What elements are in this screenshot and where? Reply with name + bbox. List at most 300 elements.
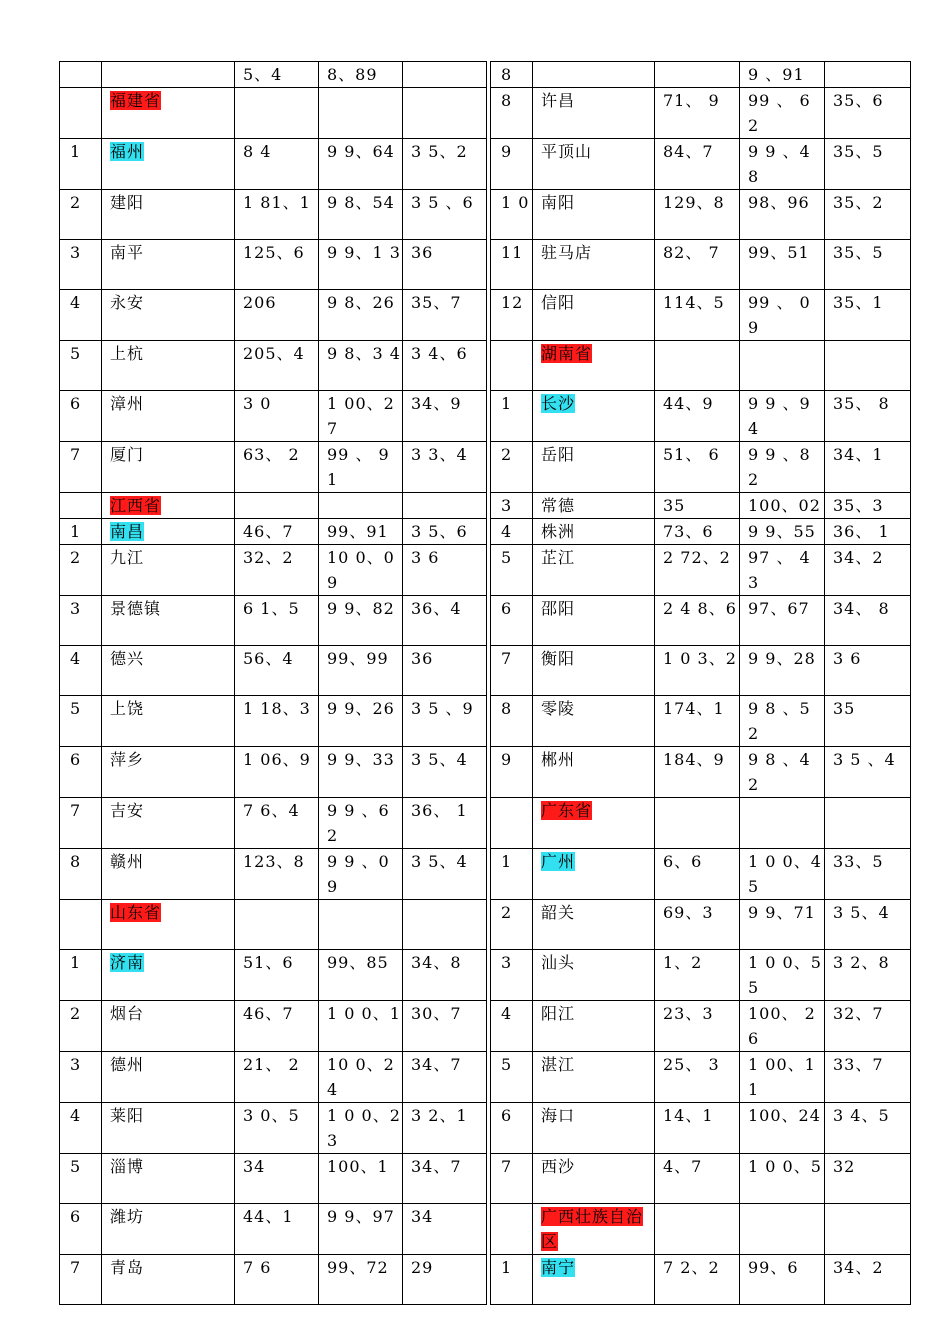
left-c2-text: 1 0 0、1 — [327, 1004, 401, 1023]
left-value-c2-cell — [319, 1204, 403, 1255]
table-row — [60, 1154, 911, 1204]
table-row — [60, 442, 911, 493]
left-value-c2-cell — [319, 1052, 403, 1103]
left-c1-text: 206 — [243, 293, 277, 312]
right-value-c1-cell — [655, 519, 740, 545]
left-name-text: 德州 — [110, 1055, 145, 1074]
right-c3-text: 3 5、4 — [833, 903, 890, 922]
right-value-c1-cell — [655, 1204, 740, 1255]
right-index-cell — [491, 798, 533, 849]
left-name-text: 南平 — [110, 243, 145, 262]
left-c3-text: 3 3、4 — [411, 445, 468, 464]
right-index-cell — [491, 900, 533, 950]
left-index-cell — [60, 900, 102, 950]
right-c1-text: 82、 7 — [663, 243, 720, 262]
right-c3-text: 33、5 — [833, 852, 884, 871]
left-index-cell — [60, 341, 102, 391]
table-row — [60, 290, 911, 341]
left-station-cell — [102, 62, 235, 88]
right-value-c2-cell — [740, 646, 825, 696]
table-row — [60, 519, 911, 545]
right-name-text: 衡阳 — [541, 649, 576, 668]
right-index-cell — [491, 442, 533, 493]
left-c1-text: 1 81、1 — [243, 193, 311, 212]
right-c1-text: 69、3 — [663, 903, 714, 922]
left-no-text: 3 — [70, 243, 82, 262]
right-c2-text: 100、 2 6 — [748, 1004, 816, 1048]
left-station-cell — [102, 391, 235, 442]
left-index-cell — [60, 798, 102, 849]
left-c1-text: 34 — [243, 1157, 266, 1176]
left-index-cell — [60, 190, 102, 240]
right-station-cell — [533, 391, 655, 442]
right-station-cell — [533, 900, 655, 950]
left-no-text: 7 — [70, 801, 82, 820]
right-no-text: 4 — [501, 1004, 513, 1023]
left-no-text: 4 — [70, 1106, 82, 1125]
right-c3-text: 34、1 — [833, 445, 884, 464]
right-index-cell — [491, 950, 533, 1001]
left-name-text: 景德镇 — [110, 599, 162, 618]
left-value-c1-cell — [235, 646, 319, 696]
right-index-cell — [491, 240, 533, 290]
right-value-c1-cell — [655, 1255, 740, 1305]
right-station-cell — [533, 519, 655, 545]
left-value-c3-cell — [403, 646, 487, 696]
right-index-cell — [491, 596, 533, 646]
right-value-c3-cell — [825, 391, 911, 442]
left-index-cell — [60, 596, 102, 646]
table-row — [60, 950, 911, 1001]
left-value-c3-cell — [403, 950, 487, 1001]
left-c3-text: 3 2、1 — [411, 1106, 468, 1125]
left-name-text: 潍坊 — [110, 1207, 145, 1226]
left-value-c3-cell — [403, 493, 487, 519]
right-c1-text: 1 0 3、2 — [663, 649, 737, 668]
left-c2-text: 10 0、24 — [327, 1055, 395, 1099]
left-value-c1-cell — [235, 1154, 319, 1204]
table-row — [60, 646, 911, 696]
right-value-c1-cell — [655, 950, 740, 1001]
right-name-text: 许昌 — [541, 91, 576, 110]
right-c1-text: 71、 9 — [663, 91, 720, 110]
left-c2-text: 8、89 — [327, 65, 378, 84]
right-name-text: 广西壮族自治区 — [541, 1207, 644, 1251]
right-name-text: 广东省 — [541, 801, 593, 820]
right-value-c2-cell — [740, 442, 825, 493]
left-value-c1-cell — [235, 290, 319, 341]
right-value-c1-cell — [655, 545, 740, 596]
left-index-cell — [60, 545, 102, 596]
left-index-cell — [60, 849, 102, 900]
right-c2-text: 9 9、28 — [748, 649, 816, 668]
left-c3-text: 36、4 — [411, 599, 462, 618]
left-station-cell — [102, 1255, 235, 1305]
left-c1-text: 1 06、9 — [243, 750, 311, 769]
left-station-cell — [102, 950, 235, 1001]
left-name-text: 福州 — [110, 142, 145, 161]
right-value-c1-cell — [655, 190, 740, 240]
left-c2-text: 99、72 — [327, 1258, 389, 1277]
right-c3-text: 34、2 — [833, 548, 884, 567]
left-value-c2-cell — [319, 493, 403, 519]
right-name-text: 长沙 — [541, 394, 576, 413]
right-value-c2-cell — [740, 1154, 825, 1204]
right-value-c2-cell — [740, 747, 825, 798]
right-value-c2-cell — [740, 1103, 825, 1154]
right-c3-text: 36、 1 — [833, 522, 890, 541]
left-c1-text: 46、7 — [243, 522, 294, 541]
left-c1-text: 5、4 — [243, 65, 283, 84]
right-c2-text: 9 9 、8 2 — [748, 445, 811, 489]
left-c3-text: 3 5、2 — [411, 142, 468, 161]
left-c2-text: 9 8、3 4 — [327, 344, 401, 363]
left-c1-text: 3 0 — [243, 394, 272, 413]
right-value-c3-cell — [825, 519, 911, 545]
left-value-c3-cell — [403, 1001, 487, 1052]
left-no-text: 3 — [70, 1055, 82, 1074]
right-name-text: 湖南省 — [541, 344, 593, 363]
left-value-c1-cell — [235, 1001, 319, 1052]
left-value-c3-cell — [403, 341, 487, 391]
right-no-text: 1 — [501, 394, 513, 413]
right-value-c1-cell — [655, 493, 740, 519]
left-value-c2-cell — [319, 1103, 403, 1154]
left-no-text: 6 — [70, 750, 82, 769]
left-c1-text: 21、 2 — [243, 1055, 300, 1074]
right-name-text: 零陵 — [541, 699, 576, 718]
table-row — [60, 696, 911, 747]
left-station-cell — [102, 290, 235, 341]
right-value-c3-cell — [825, 849, 911, 900]
right-value-c2-cell — [740, 1204, 825, 1255]
right-value-c2-cell — [740, 88, 825, 139]
left-value-c1-cell — [235, 1255, 319, 1305]
right-c2-text: 99 、 6 2 — [748, 91, 811, 135]
table-row — [60, 1204, 911, 1255]
right-value-c3-cell — [825, 545, 911, 596]
table-row — [60, 493, 911, 519]
right-value-c3-cell — [825, 240, 911, 290]
right-c3-text: 3 5 、4 — [833, 750, 896, 769]
right-value-c1-cell — [655, 240, 740, 290]
left-no-text: 7 — [70, 1258, 82, 1277]
right-index-cell — [491, 646, 533, 696]
left-c3-text: 35、7 — [411, 293, 462, 312]
left-name-text: 山东省 — [110, 903, 162, 922]
right-value-c2-cell — [740, 190, 825, 240]
right-c1-text: 174、1 — [663, 699, 725, 718]
left-c1-text: 7 6、4 — [243, 801, 300, 820]
left-value-c1-cell — [235, 1052, 319, 1103]
table-row — [60, 139, 911, 190]
left-value-c2-cell — [319, 442, 403, 493]
left-no-text: 2 — [70, 1004, 82, 1023]
left-value-c2-cell — [319, 545, 403, 596]
right-value-c1-cell — [655, 747, 740, 798]
right-c2-text: 1 0 0、5 5 — [748, 953, 822, 997]
right-no-text: 1 — [501, 852, 513, 871]
left-name-text: 青岛 — [110, 1258, 145, 1277]
right-value-c3-cell — [825, 190, 911, 240]
right-station-cell — [533, 1052, 655, 1103]
left-value-c3-cell — [403, 442, 487, 493]
right-value-c2-cell — [740, 341, 825, 391]
left-c1-text: 63、 2 — [243, 445, 300, 464]
right-value-c3-cell — [825, 696, 911, 747]
right-c2-text: 100、24 — [748, 1106, 821, 1125]
right-c2-text: 99 、 0 9 — [748, 293, 811, 337]
right-station-cell — [533, 747, 655, 798]
left-c3-text: 3 5、4 — [411, 750, 468, 769]
left-c2-text: 9 9、97 — [327, 1207, 395, 1226]
right-value-c3-cell — [825, 1204, 911, 1255]
left-no-text: 8 — [70, 852, 82, 871]
right-no-text: 4 — [501, 522, 513, 541]
right-index-cell — [491, 391, 533, 442]
right-value-c1-cell — [655, 290, 740, 341]
right-value-c3-cell — [825, 747, 911, 798]
left-c1-text: 32、2 — [243, 548, 294, 567]
right-value-c3-cell — [825, 1103, 911, 1154]
right-no-text: 12 — [501, 293, 524, 312]
left-value-c2-cell — [319, 747, 403, 798]
right-no-text: 8 — [501, 699, 513, 718]
right-station-cell — [533, 139, 655, 190]
right-c2-text: 9 9 、4 8 — [748, 142, 811, 186]
left-name-text: 漳州 — [110, 394, 145, 413]
right-no-text: 3 — [501, 953, 513, 972]
right-value-c1-cell — [655, 646, 740, 696]
left-c2-text: 99、99 — [327, 649, 389, 668]
right-station-cell — [533, 1001, 655, 1052]
right-no-text: 2 — [501, 445, 513, 464]
left-value-c3-cell — [403, 596, 487, 646]
right-c1-text: 2 4 8、6 — [663, 599, 737, 618]
left-name-text: 九江 — [110, 548, 145, 567]
right-value-c2-cell — [740, 240, 825, 290]
city-data-table — [59, 61, 911, 1305]
right-no-text: 1 0 — [501, 193, 530, 212]
left-index-cell — [60, 139, 102, 190]
left-name-text: 淄博 — [110, 1157, 145, 1176]
left-c3-text: 34、7 — [411, 1157, 462, 1176]
left-index-cell — [60, 747, 102, 798]
right-value-c3-cell — [825, 596, 911, 646]
left-no-text: 2 — [70, 548, 82, 567]
left-c1-text: 205、4 — [243, 344, 305, 363]
right-c1-text: 4、7 — [663, 1157, 703, 1176]
left-value-c1-cell — [235, 545, 319, 596]
right-c3-text: 34、 8 — [833, 599, 890, 618]
left-value-c3-cell — [403, 1154, 487, 1204]
left-c3-text: 34、9 — [411, 394, 462, 413]
right-index-cell — [491, 139, 533, 190]
right-no-text: 3 — [501, 496, 513, 515]
right-value-c2-cell — [740, 696, 825, 747]
right-value-c2-cell — [740, 596, 825, 646]
left-c2-text: 1 00、27 — [327, 394, 395, 438]
left-c3-text: 3 5 、9 — [411, 699, 474, 718]
right-station-cell — [533, 696, 655, 747]
left-name-text: 吉安 — [110, 801, 145, 820]
right-station-cell — [533, 442, 655, 493]
table-row — [60, 1255, 911, 1305]
right-value-c2-cell — [740, 1255, 825, 1305]
right-index-cell — [491, 341, 533, 391]
right-value-c1-cell — [655, 139, 740, 190]
left-value-c1-cell — [235, 442, 319, 493]
left-name-text: 莱阳 — [110, 1106, 145, 1125]
left-c1-text: 123、8 — [243, 852, 305, 871]
left-c2-text: 100、1 — [327, 1157, 389, 1176]
left-value-c3-cell — [403, 849, 487, 900]
right-name-text: 汕头 — [541, 953, 576, 972]
right-value-c3-cell — [825, 950, 911, 1001]
left-value-c2-cell — [319, 519, 403, 545]
right-c1-text: 14、1 — [663, 1106, 714, 1125]
table-row — [60, 545, 911, 596]
right-no-text: 8 — [501, 65, 513, 84]
right-c3-text: 3 6 — [833, 649, 862, 668]
right-index-cell — [491, 1204, 533, 1255]
left-c3-text: 36 — [411, 649, 434, 668]
left-c3-text: 3 5、4 — [411, 852, 468, 871]
left-value-c2-cell — [319, 1255, 403, 1305]
left-no-text: 4 — [70, 649, 82, 668]
right-index-cell — [491, 1255, 533, 1305]
left-value-c2-cell — [319, 849, 403, 900]
right-station-cell — [533, 88, 655, 139]
left-station-cell — [102, 1154, 235, 1204]
left-value-c3-cell — [403, 139, 487, 190]
left-station-cell — [102, 1052, 235, 1103]
right-value-c1-cell — [655, 391, 740, 442]
left-value-c3-cell — [403, 290, 487, 341]
left-station-cell — [102, 493, 235, 519]
left-value-c3-cell — [403, 190, 487, 240]
left-value-c1-cell — [235, 900, 319, 950]
left-c1-text: 8 4 — [243, 142, 272, 161]
left-c2-text: 10 0、09 — [327, 548, 395, 592]
right-c1-text: 7 2、2 — [663, 1258, 720, 1277]
left-station-cell — [102, 1103, 235, 1154]
right-name-text: 驻马店 — [541, 243, 593, 262]
left-station-cell — [102, 545, 235, 596]
table-row — [60, 1103, 911, 1154]
table-row — [60, 240, 911, 290]
table-row — [60, 900, 911, 950]
right-c1-text: 2 72、2 — [663, 548, 731, 567]
left-value-c1-cell — [235, 798, 319, 849]
right-no-text: 2 — [501, 903, 513, 922]
table-row — [60, 1001, 911, 1052]
right-c3-text: 35、5 — [833, 142, 884, 161]
left-index-cell — [60, 696, 102, 747]
right-c3-text: 35、6 — [833, 91, 884, 110]
left-value-c1-cell — [235, 341, 319, 391]
left-station-cell — [102, 798, 235, 849]
left-name-text: 福建省 — [110, 91, 162, 110]
right-index-cell — [491, 1052, 533, 1103]
right-c2-text: 97 、 4 3 — [748, 548, 811, 592]
table-row — [60, 190, 911, 240]
right-no-text: 1 — [501, 1258, 513, 1277]
left-c1-text: 51、6 — [243, 953, 294, 972]
left-c2-text: 9 9、64 — [327, 142, 395, 161]
right-value-c3-cell — [825, 139, 911, 190]
right-c1-text: 84、7 — [663, 142, 714, 161]
right-index-cell — [491, 519, 533, 545]
right-value-c1-cell — [655, 341, 740, 391]
right-c2-text: 1 0 0、5 — [748, 1157, 822, 1176]
right-value-c3-cell — [825, 1154, 911, 1204]
left-value-c3-cell — [403, 900, 487, 950]
left-c2-text: 9 9、1 3 — [327, 243, 401, 262]
left-station-cell — [102, 849, 235, 900]
left-no-text: 3 — [70, 599, 82, 618]
right-value-c1-cell — [655, 62, 740, 88]
table-row — [60, 747, 911, 798]
table-body — [60, 62, 911, 1305]
right-name-text: 常德 — [541, 496, 576, 515]
right-c3-text: 32、7 — [833, 1004, 884, 1023]
left-value-c1-cell — [235, 493, 319, 519]
right-station-cell — [533, 240, 655, 290]
right-value-c1-cell — [655, 696, 740, 747]
left-no-text: 6 — [70, 394, 82, 413]
left-c1-text: 3 0、5 — [243, 1106, 300, 1125]
left-value-c1-cell — [235, 696, 319, 747]
left-name-text: 烟台 — [110, 1004, 145, 1023]
left-c2-text: 9 8、54 — [327, 193, 395, 212]
right-name-text: 西沙 — [541, 1157, 576, 1176]
right-c2-text: 9 9 、9 4 — [748, 394, 811, 438]
left-c1-text: 125、6 — [243, 243, 305, 262]
left-station-cell — [102, 190, 235, 240]
right-value-c3-cell — [825, 798, 911, 849]
left-c2-text: 1 0 0、23 — [327, 1106, 401, 1150]
left-index-cell — [60, 240, 102, 290]
left-index-cell — [60, 519, 102, 545]
left-index-cell — [60, 88, 102, 139]
left-value-c1-cell — [235, 1204, 319, 1255]
right-station-cell — [533, 1154, 655, 1204]
right-value-c2-cell — [740, 519, 825, 545]
left-name-text: 济南 — [110, 953, 145, 972]
right-value-c2-cell — [740, 798, 825, 849]
left-value-c2-cell — [319, 240, 403, 290]
right-name-text: 信阳 — [541, 293, 576, 312]
left-value-c3-cell — [403, 519, 487, 545]
right-no-text: 6 — [501, 1106, 513, 1125]
right-index-cell — [491, 1154, 533, 1204]
right-no-text: 7 — [501, 649, 513, 668]
right-value-c1-cell — [655, 900, 740, 950]
left-value-c3-cell — [403, 1052, 487, 1103]
left-c1-text: 56、4 — [243, 649, 294, 668]
right-value-c1-cell — [655, 798, 740, 849]
right-value-c1-cell — [655, 1103, 740, 1154]
left-c1-text: 1 18、3 — [243, 699, 311, 718]
left-c3-text: 36、 1 — [411, 801, 468, 820]
left-value-c1-cell — [235, 391, 319, 442]
right-value-c3-cell — [825, 1255, 911, 1305]
left-index-cell — [60, 1255, 102, 1305]
left-name-text: 赣州 — [110, 852, 145, 871]
right-c3-text: 35、2 — [833, 193, 884, 212]
right-c3-text: 35、 8 — [833, 394, 890, 413]
